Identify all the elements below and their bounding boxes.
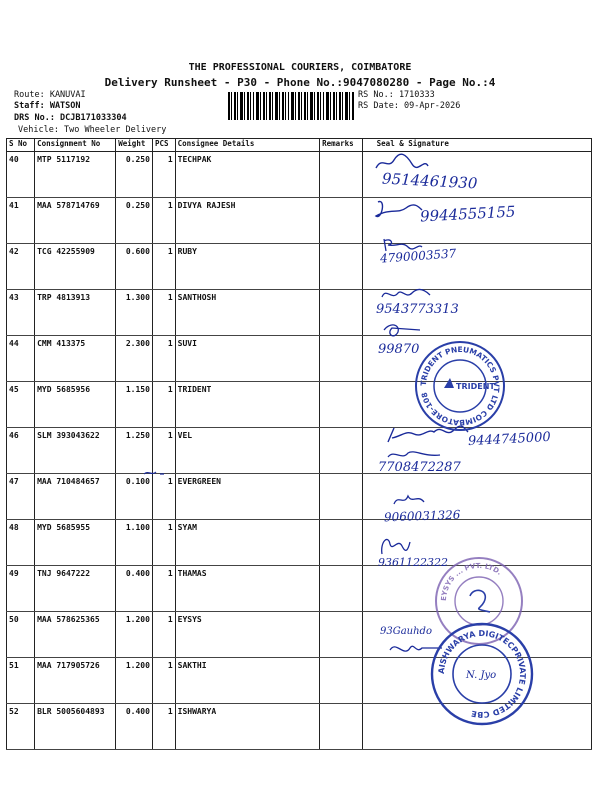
signature-44 xyxy=(380,320,424,342)
cell-weight: 0.400 xyxy=(116,704,153,750)
cell-pcs: 1 xyxy=(152,520,175,566)
header-consignment: Consignment No xyxy=(35,139,116,152)
cell-consignment: TNJ 9647222 xyxy=(35,566,116,612)
aishwarya-seal-stamp xyxy=(430,622,534,726)
handwritten-phone-44: 99870 xyxy=(378,342,420,357)
cell-consignment: CMM 413375 xyxy=(35,336,116,382)
handwritten-phone-46: 9444745000 xyxy=(467,429,552,450)
cell-consignee: SAKTHI xyxy=(175,658,319,704)
cell-weight: 1.300 xyxy=(116,290,153,336)
signature-40 xyxy=(372,150,432,174)
table-row xyxy=(7,244,592,290)
cell-consignment: MAA 578714769 xyxy=(35,198,116,244)
handwritten-phone-42: 4790003537 xyxy=(379,246,457,266)
trident-seal-graphic xyxy=(414,340,506,432)
cell-sno: 44 xyxy=(7,336,35,382)
cell-consignee: SUVI xyxy=(175,336,319,382)
cell-remarks xyxy=(320,704,363,750)
header-consignee: Consignee Details xyxy=(175,139,319,152)
barcode xyxy=(228,92,354,120)
cell-consignee: DIVYA RAJESH xyxy=(175,198,319,244)
cell-pcs: 1 xyxy=(152,428,175,474)
cell-sno: 48 xyxy=(7,520,35,566)
header-remarks: Remarks xyxy=(320,139,363,152)
cell-weight: 1.200 xyxy=(116,658,153,704)
company-title: THE PROFESSIONAL COURIERS, COIMBATORE xyxy=(188,62,412,73)
cell-sno: 41 xyxy=(7,198,35,244)
cell-consignment: BLR 5005604893 xyxy=(35,704,116,750)
cell-weight: 0.250 xyxy=(116,152,153,198)
cell-sno: 52 xyxy=(7,704,35,750)
cell-consignee: THAMAS xyxy=(175,566,319,612)
signature-43 xyxy=(378,283,434,305)
cell-consignee: ISHWARYA xyxy=(175,704,319,750)
cell-consignee: TECHPAK xyxy=(175,152,319,198)
signature-49 xyxy=(376,532,412,558)
cell-weight: 0.600 xyxy=(116,244,153,290)
cell-weight: 1.100 xyxy=(116,520,153,566)
eysys-seal-ring-text: EYSYS ... PVT. LTD. xyxy=(439,561,504,602)
vehicle-label: Vehicle: Two Wheeler Delivery xyxy=(18,125,167,135)
cell-weight: 1.150 xyxy=(116,382,153,428)
cell-remarks xyxy=(320,658,363,704)
cell-pcs: 1 xyxy=(152,152,175,198)
aishwarya-seal-center-text: N. Jyo xyxy=(466,670,497,681)
handwritten-phone-43: 9543773313 xyxy=(376,302,459,317)
aishwarya-seal-graphic xyxy=(430,622,534,726)
signature-47 xyxy=(384,447,444,463)
rs-date: RS Date: 09-Apr-2026 xyxy=(358,101,461,111)
cell-sno: 46 xyxy=(7,428,35,474)
cell-sno: 43 xyxy=(7,290,35,336)
handwritten-phone-48: 9060031326 xyxy=(383,507,461,525)
cell-consignment: MYD 5685955 xyxy=(35,520,116,566)
cell-sno: 40 xyxy=(7,152,35,198)
cell-sno: 42 xyxy=(7,244,35,290)
trident-seal-stamp xyxy=(414,340,506,432)
cell-consignee: EVERGREEN xyxy=(175,474,319,520)
cell-pcs: 1 xyxy=(152,566,175,612)
staff-label: Staff: WATSON xyxy=(14,101,81,111)
cell-weight: 0.400 xyxy=(116,566,153,612)
cell-sno: 45 xyxy=(7,382,35,428)
cell-remarks xyxy=(320,428,363,474)
cell-remarks xyxy=(320,290,363,336)
cell-remarks xyxy=(320,520,363,566)
cell-weight: 1.250 xyxy=(116,428,153,474)
cell-remarks xyxy=(320,382,363,428)
cell-pcs: 1 xyxy=(152,244,175,290)
table-row xyxy=(7,152,592,198)
cell-remarks xyxy=(320,566,363,612)
cell-pcs: 1 xyxy=(152,336,175,382)
cell-consignment: MTP 5117192 xyxy=(35,152,116,198)
cell-weight: 2.300 xyxy=(116,336,153,382)
rs-number: RS No.: 1710333 xyxy=(358,90,435,100)
table-row xyxy=(7,474,592,520)
signature-41 xyxy=(372,196,426,226)
cell-pcs: 1 xyxy=(152,474,175,520)
cell-consignment: TCG 42255909 xyxy=(35,244,116,290)
trident-seal-center-text: TRIDENT xyxy=(456,382,495,391)
route-label: Route: KANUVAI xyxy=(14,90,86,100)
cell-remarks xyxy=(320,474,363,520)
cell-consignment: MAA 717905726 xyxy=(35,658,116,704)
cell-remarks xyxy=(320,612,363,658)
cell-consignment: SLM 393043622 xyxy=(35,428,116,474)
stray-mark-47 xyxy=(140,466,180,480)
cell-consignee: SYAM xyxy=(175,520,319,566)
cell-consignment: TRP 4813913 xyxy=(35,290,116,336)
cell-remarks xyxy=(320,244,363,290)
aishwarya-seal-ring-text: AISHWARYA DIGITECPRIVATE LIMITED CBE xyxy=(436,628,528,720)
cell-consignee: VEL xyxy=(175,428,319,474)
cell-weight: 0.100 xyxy=(116,474,153,520)
handwritten-phone-40: 9514461930 xyxy=(381,169,478,193)
signature-48 xyxy=(390,490,430,510)
cell-weight: 0.250 xyxy=(116,198,153,244)
cell-pcs: 1 xyxy=(152,704,175,750)
cell-remarks xyxy=(320,152,363,198)
cell-sno: 51 xyxy=(7,658,35,704)
cell-pcs: 1 xyxy=(152,612,175,658)
cell-consignment: MAA 710484657 xyxy=(35,474,116,520)
drs-label: DRS No.: DCJB171033304 xyxy=(14,113,127,123)
header-seal: Seal & Signature xyxy=(362,139,591,152)
handwritten-phone-47: 7708472287 xyxy=(378,460,461,475)
cell-consignee: RUBY xyxy=(175,244,319,290)
handwritten-phone-41: 9944555155 xyxy=(419,202,516,226)
handwritten-phone-49: 9361122322 xyxy=(378,556,448,569)
cell-pcs: 1 xyxy=(152,382,175,428)
cell-sno: 47 xyxy=(7,474,35,520)
runsheet-subtitle: Delivery Runsheet - P30 - Phone No.:9047080280 - Page No.:4 xyxy=(104,76,496,89)
table-row xyxy=(7,290,592,336)
cell-consignee: EYSYS xyxy=(175,612,319,658)
cell-consignment: MAA 578625365 xyxy=(35,612,116,658)
cell-consignee: TRIDENT xyxy=(175,382,319,428)
cell-consignment: MYD 5685956 xyxy=(35,382,116,428)
header-sno: S No xyxy=(7,139,35,152)
cell-pcs: 1 xyxy=(152,290,175,336)
header-weight: Weight xyxy=(116,139,153,152)
cell-sno: 49 xyxy=(7,566,35,612)
signature-42 xyxy=(380,235,426,253)
cell-pcs: 1 xyxy=(152,198,175,244)
cell-remarks xyxy=(320,336,363,382)
cell-remarks xyxy=(320,198,363,244)
cell-sno: 50 xyxy=(7,612,35,658)
header-pcs: PCS xyxy=(152,139,175,152)
table-header-row xyxy=(7,139,592,152)
handwritten-note-51: 93Gauhdo xyxy=(380,626,432,637)
trident-seal-ring-text: TRIDENT PNEUMATICS PVT LTD COIMBATORE-108 xyxy=(418,344,502,428)
cell-pcs: 1 xyxy=(152,658,175,704)
cell-consignee: SANTHOSH xyxy=(175,290,319,336)
cell-weight: 1.200 xyxy=(116,612,153,658)
